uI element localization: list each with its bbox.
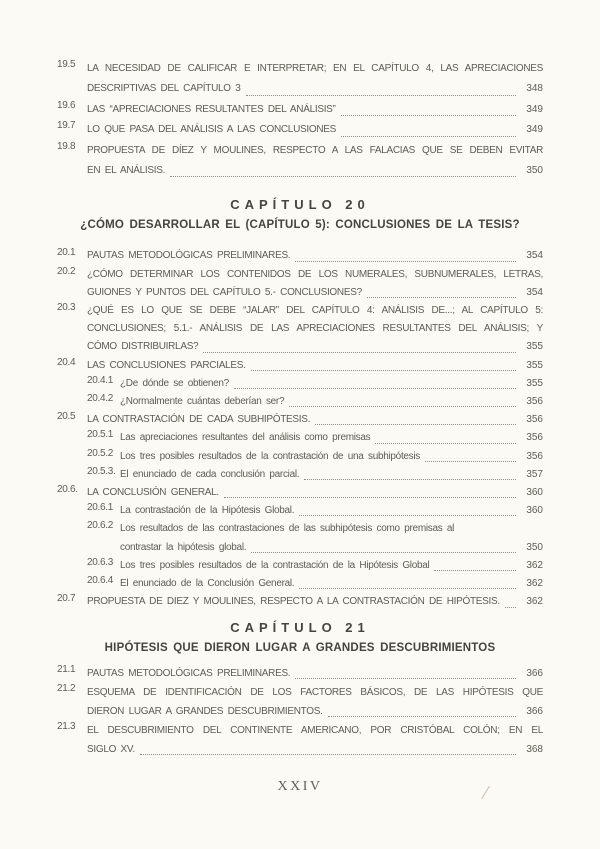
dot-leader bbox=[289, 406, 516, 407]
dot-leader bbox=[299, 588, 516, 589]
entry-title: ¿De dónde se obtienen? bbox=[120, 377, 229, 389]
chapter-title: CAPÍTULO 21 bbox=[230, 619, 370, 635]
entry-page-number: 354 bbox=[526, 250, 543, 262]
entry-page-number: 354 bbox=[526, 286, 543, 298]
chapter-subtitle: ¿CÓMO DESARROLLAR EL (CAPÍTULO 5): CONCLUSIONES DE LA TESIS? bbox=[80, 219, 520, 232]
toc-entry bbox=[57, 120, 543, 140]
page-number-footer: XXIV bbox=[277, 778, 323, 794]
entry-title: SIGLO XV. bbox=[87, 743, 135, 755]
entry-number: 20.5 bbox=[57, 411, 76, 423]
entry-body bbox=[87, 357, 543, 375]
entry-body bbox=[87, 59, 543, 100]
entry-number: 21.2 bbox=[57, 682, 76, 694]
entry-title: DESCRIPTIVAS DEL CAPÍTULO 3 bbox=[87, 83, 241, 95]
toc-entry bbox=[57, 683, 543, 721]
dot-leader bbox=[299, 515, 516, 516]
entry-number: 21.1 bbox=[57, 663, 76, 675]
entry-page-number: 360 bbox=[526, 487, 543, 499]
toc-sections bbox=[57, 59, 543, 759]
entry-title: DIERON LUGAR A GRANDES DESCUBRIMIENTOS. bbox=[87, 705, 323, 717]
entry-page-number: 356 bbox=[526, 450, 543, 462]
entry-number: 20.1 bbox=[57, 247, 76, 259]
toc-entry bbox=[57, 266, 543, 302]
entry-number: 19.8 bbox=[57, 140, 76, 152]
entry-title: contrastar la hipótesis global. bbox=[120, 541, 247, 553]
entry-line bbox=[87, 338, 543, 356]
entry-title: GUIONES Y PUNTOS DEL CAPÍTULO 5.- CONCLUSIONES? bbox=[87, 286, 362, 298]
entry-body bbox=[87, 683, 543, 721]
entry-page-number: 356 bbox=[526, 396, 543, 408]
entry-number: 20.6. bbox=[57, 484, 78, 496]
entry-number: 20.5.3. bbox=[87, 465, 116, 477]
entry-title: Las apreciaciones resultantes del análisis como premisas bbox=[120, 432, 371, 444]
dot-leader bbox=[203, 352, 516, 353]
entry-page-number: 356 bbox=[526, 414, 543, 426]
toc-entry bbox=[57, 664, 543, 683]
entry-title: LA CONCLUSIÓN GENERAL. bbox=[87, 487, 219, 499]
entry-line bbox=[87, 702, 543, 721]
entry-line: CONCLUSIONES; 5.1.- ANÁLISIS DE LAS APRECIACIONES RESULTANTES DEL ANÁLISIS; Y bbox=[87, 323, 543, 335]
toc-entry bbox=[57, 357, 543, 375]
entry-number: 20.2 bbox=[57, 265, 76, 277]
toc-entry bbox=[57, 484, 543, 502]
entry-page-number: 348 bbox=[526, 83, 543, 95]
entry-page-number: 362 bbox=[526, 578, 543, 590]
toc-entry bbox=[87, 429, 543, 447]
entry-body bbox=[120, 375, 543, 393]
entry-page-number: 357 bbox=[526, 468, 543, 480]
entry-page-number: 350 bbox=[526, 541, 543, 553]
entry-page-number: 362 bbox=[526, 596, 543, 608]
entry-number: 20.4.1 bbox=[87, 374, 114, 386]
toc-entry bbox=[87, 557, 543, 575]
dot-leader bbox=[295, 678, 516, 679]
entry-number: 20.6.1 bbox=[87, 502, 114, 514]
entry-body bbox=[120, 393, 543, 411]
entry-page-number: 349 bbox=[526, 124, 543, 136]
toc-entry bbox=[57, 59, 543, 100]
entry-line bbox=[87, 284, 543, 302]
entry-body bbox=[120, 502, 543, 520]
entry-body bbox=[120, 575, 543, 593]
dot-leader bbox=[434, 570, 516, 571]
toc-entry bbox=[87, 448, 543, 466]
entry-line bbox=[120, 448, 543, 466]
entry-title: La contrastación de la Hipótesis Global. bbox=[120, 505, 295, 517]
entry-line: LA NECESIDAD DE CALIFICAR E INTERPRETAR; EN EL CAPÍTULO 4, LAS APRECIACIONES bbox=[87, 63, 543, 74]
entry-body bbox=[87, 100, 543, 120]
dot-leader bbox=[315, 424, 516, 425]
entry-line bbox=[120, 502, 543, 520]
toc-entry bbox=[87, 466, 543, 484]
entry-number: 21.3 bbox=[57, 720, 76, 732]
toc-entry bbox=[57, 100, 543, 120]
entry-line: Los resultados de las contrastaciones de las subhipótesis como premisas al bbox=[120, 523, 455, 535]
toc-entry bbox=[57, 593, 543, 611]
dot-leader bbox=[234, 388, 516, 389]
entry-line bbox=[87, 100, 543, 120]
chapter-subtitle: HIPÓTESIS QUE DIERON LUGAR A GRANDES DESCUBRIMIENTOS bbox=[104, 641, 496, 654]
toc-entry-group bbox=[57, 59, 543, 181]
entry-number: 19.5 bbox=[57, 59, 76, 70]
toc-entry bbox=[57, 411, 543, 429]
entry-body bbox=[87, 120, 543, 140]
entry-line bbox=[120, 429, 543, 447]
entry-title: CÓMO DISTRIBUIRLAS? bbox=[87, 341, 199, 353]
entry-body bbox=[87, 302, 543, 357]
entry-line bbox=[120, 375, 543, 393]
dot-leader bbox=[425, 461, 516, 462]
entry-line bbox=[120, 466, 543, 484]
entry-title: Los tres posibles resultados de la contrastación de una subhipótesis bbox=[120, 450, 421, 462]
entry-line bbox=[120, 539, 543, 557]
entry-number: 20.5.2 bbox=[87, 447, 114, 459]
toc-entry bbox=[87, 393, 543, 411]
entry-title: EN EL ANÁLISIS. bbox=[87, 165, 166, 177]
entry-line bbox=[87, 484, 543, 502]
entry-number: 20.6.2 bbox=[87, 520, 114, 532]
entry-body bbox=[87, 266, 543, 302]
entry-body bbox=[87, 411, 543, 429]
entry-line bbox=[120, 393, 543, 411]
dot-leader bbox=[251, 552, 516, 553]
dot-leader bbox=[295, 261, 516, 262]
dot-leader bbox=[328, 716, 516, 717]
entry-title: Los tres posibles resultados de la contrastación de la Hipótesis Global bbox=[120, 559, 430, 571]
entry-line bbox=[87, 740, 543, 759]
entry-line bbox=[87, 357, 543, 375]
chapter-heading bbox=[57, 195, 543, 235]
toc-entry bbox=[57, 302, 543, 357]
entry-page-number: 368 bbox=[526, 743, 543, 755]
entry-line bbox=[87, 120, 543, 140]
entry-body bbox=[120, 429, 543, 447]
entry-line bbox=[87, 247, 543, 265]
toc-entry bbox=[87, 375, 543, 393]
toc-entry-group bbox=[57, 664, 543, 759]
entry-title: El enunciado de cada conclusión parcial. bbox=[120, 468, 300, 480]
chapter-title: CAPÍTULO 20 bbox=[230, 197, 370, 213]
entry-body bbox=[87, 484, 543, 502]
entry-page-number: 349 bbox=[526, 103, 543, 115]
entry-body bbox=[87, 141, 543, 182]
entry-number: 20.4.2 bbox=[87, 393, 114, 405]
entry-page-number: 350 bbox=[526, 165, 543, 177]
toc-entry bbox=[87, 520, 543, 556]
entry-number: 20.7 bbox=[57, 593, 76, 605]
dot-leader bbox=[140, 754, 516, 755]
entry-number: 20.6.3 bbox=[87, 556, 114, 568]
entry-line bbox=[87, 664, 543, 683]
entry-number: 19.6 bbox=[57, 99, 76, 111]
dot-leader bbox=[367, 297, 516, 298]
dot-leader bbox=[170, 176, 516, 177]
entry-body bbox=[120, 520, 543, 556]
entry-page-number: 356 bbox=[526, 432, 543, 444]
entry-line bbox=[87, 593, 543, 611]
entry-line: ESQUEMA DE IDENTIFICACIÓN DE LOS FACTORES BÁSICOS, DE LAS HIPÓTESIS QUE bbox=[87, 686, 543, 698]
toc-entry bbox=[57, 721, 543, 759]
entry-number: 20.4 bbox=[57, 356, 76, 368]
entry-page-number: 355 bbox=[526, 341, 543, 353]
entry-number: 20.3 bbox=[57, 302, 76, 314]
entry-line bbox=[87, 411, 543, 429]
dot-leader bbox=[341, 115, 516, 116]
chapter-heading bbox=[57, 618, 543, 658]
toc-entry bbox=[87, 575, 543, 593]
entry-body bbox=[120, 466, 543, 484]
entry-line bbox=[87, 79, 543, 99]
dot-leader bbox=[341, 136, 516, 137]
entry-title: LAS CONCLUSIONES PARCIALES. bbox=[87, 359, 246, 371]
dot-leader bbox=[505, 607, 516, 608]
toc-entry bbox=[87, 502, 543, 520]
entry-line: ¿QUÉ ES LO QUE SE DEBE “JALAR” DEL CAPÍTULO 4: ANÁLISIS DE...; AL CAPÍTULO 5: bbox=[87, 305, 543, 317]
dot-leader bbox=[375, 443, 516, 444]
entry-page-number: 355 bbox=[526, 359, 543, 371]
entry-title: PROPUESTA DE DIEZ Y MOULINES, RESPECTO A LA CONTRASTACIÓN DE HIPÓTESIS. bbox=[87, 596, 500, 608]
entry-line: PROPUESTA DE DÍEZ Y MOULINES, RESPECTO A LAS FALACIAS QUE SE DEBEN EVITAR bbox=[87, 144, 543, 156]
dot-leader bbox=[251, 370, 516, 371]
entry-title: LAS “APRECIACIONES RESULTANTES DEL ANÁLISIS” bbox=[87, 103, 336, 115]
entry-line: ¿CÓMO DETERMINAR LOS CONTENIDOS DE LOS NUMERALES, SUBNUMERALES, LETRAS, bbox=[87, 268, 543, 280]
entry-title: El enunciado de la Conclusión General. bbox=[120, 578, 295, 590]
dot-leader bbox=[304, 479, 516, 480]
entry-body bbox=[87, 593, 543, 611]
toc-entry bbox=[57, 247, 543, 265]
entry-line bbox=[120, 575, 543, 593]
dot-leader bbox=[246, 95, 517, 96]
entry-title: ¿Normalmente cuántas deberían ser? bbox=[120, 396, 285, 408]
entry-title: PAUTAS METODOLÓGICAS PRELIMINARES. bbox=[87, 667, 291, 679]
entry-page-number: 362 bbox=[526, 559, 543, 571]
entry-title: PAUTAS METODOLÓGICAS PRELIMINARES. bbox=[87, 250, 291, 262]
entry-line bbox=[120, 557, 543, 575]
entry-number: 19.7 bbox=[57, 120, 76, 132]
entry-page-number: 366 bbox=[526, 705, 543, 717]
entry-line bbox=[87, 161, 543, 181]
entry-body bbox=[120, 557, 543, 575]
entry-page-number: 355 bbox=[526, 377, 543, 389]
dot-leader bbox=[224, 497, 516, 498]
entry-number: 20.6.4 bbox=[87, 575, 114, 587]
entry-title: LA CONTRASTACIÓN DE CADA SUBHIPÓTESIS. bbox=[87, 414, 311, 426]
entry-body bbox=[87, 721, 543, 759]
entry-title: LO QUE PASA DEL ANÁLISIS A LAS CONCLUSIONES bbox=[87, 124, 336, 136]
entry-number: 20.5.1 bbox=[87, 429, 114, 441]
toc-entry-group bbox=[57, 247, 543, 611]
toc-entry bbox=[57, 141, 543, 182]
entry-line: EL DESCUBRIMIENTO DEL CONTINENTE AMERICANO, POR CRISTÓBAL COLÓN; EN EL bbox=[87, 724, 543, 736]
entry-body bbox=[87, 664, 543, 683]
entry-page-number: 366 bbox=[526, 667, 543, 679]
entry-body bbox=[87, 247, 543, 265]
entry-page-number: 360 bbox=[526, 505, 543, 517]
entry-body bbox=[120, 448, 543, 466]
